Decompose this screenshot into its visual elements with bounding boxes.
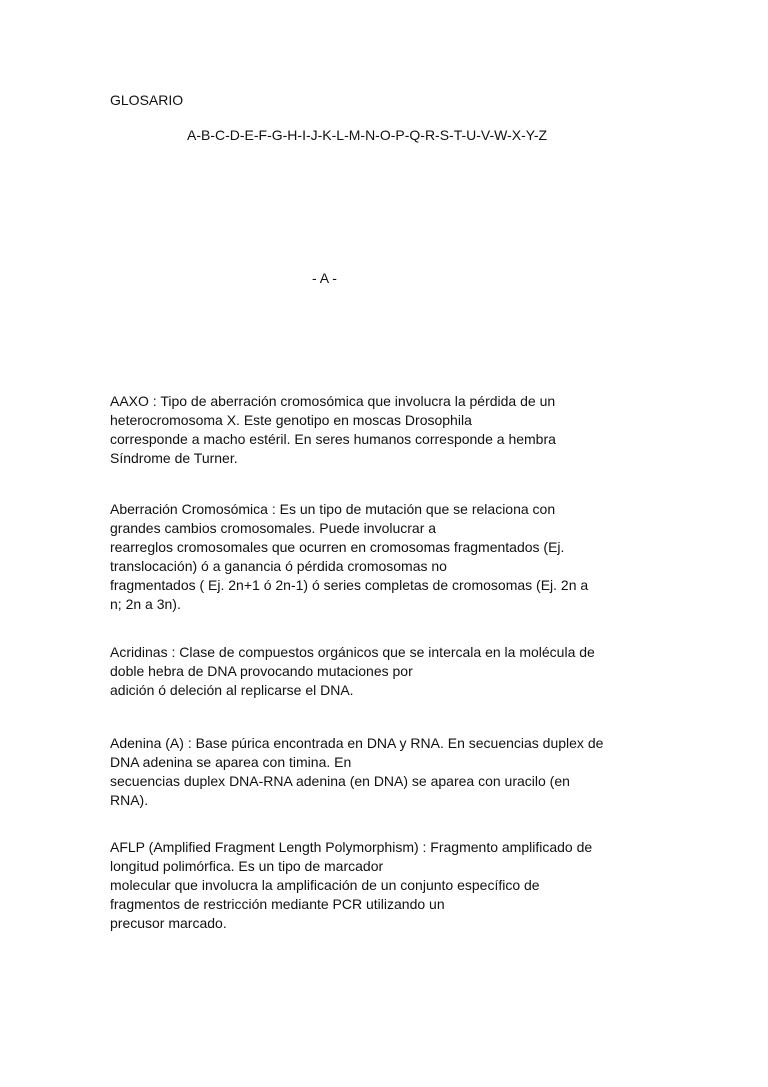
section-letter-heading: - A -: [312, 270, 337, 286]
page-title: GLOSARIO: [110, 92, 184, 108]
entry-line: heterocromosoma X. Este genotipo en moscas Drosophila: [110, 412, 472, 428]
entry-line: fragmentados ( Ej. 2n+1 ó 2n-1) ó series completas de cromosomas (Ej. 2n a: [110, 577, 589, 593]
glossary-entry-aberracion-cromosomica: [110, 500, 670, 614]
entry-line: Aberración Cromosómica : Es un tipo de mutación que se relaciona con: [110, 501, 556, 517]
alphabet-index: A-B-C-D-E-F-G-H-I-J-K-L-M-N-O-P-Q-R-S-T-U-V-W-X-Y-Z: [187, 127, 548, 143]
entry-line: doble hebra de DNA provocando mutaciones por: [110, 663, 413, 679]
entry-line: AFLP (Amplified Fragment Length Polymorphism) : Fragmento amplificado de: [110, 839, 593, 855]
glossary-entry-adenina: [110, 734, 670, 810]
glossary-entry-acridinas: [110, 643, 670, 700]
entry-line: RNA).: [110, 792, 149, 808]
entry-line: longitud polimórfica. Es un tipo de marcador: [110, 858, 384, 874]
entry-line: Síndrome de Turner.: [110, 450, 238, 466]
entry-line: molecular que involucra la amplificación de un conjunto específico de: [110, 877, 540, 893]
entry-line: AAXO : Tipo de aberración cromosómica que involucra la pérdida de un: [110, 393, 556, 409]
entry-line: translocación) ó a ganancia ó pérdida cromosomas no: [110, 558, 447, 574]
entry-line: secuencias duplex DNA-RNA adenina (en DNA) se aparea con uracilo (en: [110, 773, 570, 789]
entry-line: rearreglos cromosomales que ocurren en cromosomas fragmentados (Ej.: [110, 539, 565, 555]
entry-line: fragmentos de restricción mediante PCR utilizando un: [110, 896, 445, 912]
entry-line: grandes cambios cromosomales. Puede involucrar a: [110, 520, 437, 536]
entry-line: DNA adenina se aparea con timina. En: [110, 754, 352, 770]
entry-line: n; 2n a 3n).: [110, 596, 181, 612]
entry-line: precusor marcado.: [110, 915, 227, 931]
entry-line: Acridinas : Clase de compuestos orgánicos que se intercala en la molécula de: [110, 644, 595, 660]
glossary-entry-aaxo: [110, 392, 670, 468]
entry-line: corresponde a macho estéril. En seres humanos corresponde a hembra: [110, 431, 556, 447]
entry-line: Adenina (A) : Base púrica encontrada en DNA y RNA. En secuencias duplex de: [110, 735, 604, 751]
entry-line: adición ó deleción al replicarse el DNA.: [110, 682, 354, 698]
glossary-entry-aflp: [110, 838, 670, 933]
